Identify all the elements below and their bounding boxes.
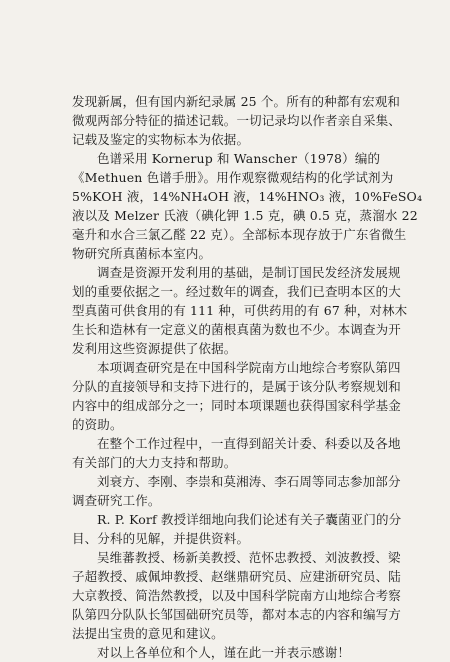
text-line: 发现新属，但有国内新纪录属 25 个。所有的种都有宏观和 <box>72 94 401 109</box>
paragraph-local-support <box>72 434 401 472</box>
text-line: 目、分科的见解，并提供资料。 <box>72 531 250 546</box>
text-line: 在整个工作过程中，一直得到韶关计委、科委以及各地 <box>97 436 401 451</box>
text-line: 吴维蕃教授、杨新美教授、范怀忠教授、刘波教授、梁 <box>97 550 401 565</box>
text-line: 毫升和水合三氯乙醛 22 克）。全部标本现存放于广东省微生 <box>72 227 407 242</box>
text-line: 分队的直接领导和支持下进行的，是属于该分队考察规划和 <box>72 379 401 394</box>
paragraph-korf <box>72 510 402 548</box>
text-line: 《Methuen 色谱手册》。用作观察微观结构的化学试剂为 <box>72 170 394 185</box>
text-line: 大京教授、简浩然教授，以及中国科学院南方山地综合考察 <box>72 588 401 603</box>
paragraph-thanks <box>72 643 384 662</box>
paragraph-project-support <box>72 358 401 434</box>
text-line: 内容中的组成部分之一；同时本项课题也获得国家科学基金 <box>72 398 401 413</box>
text-line: 对以上各单位和个人，谨在此一并表示感谢！ <box>97 645 351 660</box>
paragraph-color-reagents <box>72 149 423 263</box>
text-line: 队第四分队队长邹国础研究员等，都对本志的内容和编写方 <box>72 607 401 622</box>
text-line: 调查是资源开发利用的基础，是制订国民发经济发展规 <box>97 265 401 280</box>
text-line: 色谱采用 Kornerup 和 Wanscher（1978）编的 <box>97 151 381 166</box>
text-line: 5%KOH 液，14%NH₄OH 液，14%HNO₃ 液，10%FeSO₄ <box>72 189 423 204</box>
paragraph-professors <box>72 548 401 643</box>
text-line: 发利用这些资源提供了依据。 <box>72 341 237 356</box>
text-line: 刘衰方、李刚、李崇和莫湘涛、李石周等同志参加部分 <box>97 474 401 489</box>
text-line: 子超教授、戚佩坤教授、赵继鼎研究员、应建浙研究员、陆 <box>72 569 401 584</box>
text-line: 型真菌可供食用的有 111 种，可供药用的有 67 种，对林木 <box>72 303 408 318</box>
paragraph-survey-resources <box>72 263 408 358</box>
text-line: 液以及 Melzer 氏液（碘化钾 1.5 克，碘 0.5 克，蒸溜水 22 <box>72 208 418 223</box>
text-line: 划的重要依据之一。经过数年的调查，我们已查明本区的大 <box>72 284 401 299</box>
text-line: 生长和造林有一定意义的菌根真菌为数也不少。本调查为开 <box>72 322 401 337</box>
paragraph-participants <box>72 472 401 510</box>
text-line: 的资助。 <box>72 417 123 432</box>
text-line: R. P. Korf 教授详细地向我们论述有关子囊菌亚门的分 <box>97 512 402 527</box>
text-line: 微观两部分特征的描述记载。一切记录均以作者亲自采集、 <box>72 113 401 128</box>
text-line: 记载及鉴定的实物标本为依据。 <box>72 132 250 147</box>
text-line: 物研究所真菌标本室内。 <box>72 246 212 261</box>
text-line: 法提出宝贵的意见和建议。 <box>72 626 224 641</box>
paragraph-new-records <box>72 92 401 149</box>
text-line: 调查研究工作。 <box>72 493 161 508</box>
text-line: 本项调查研究是在中国科学院南方山地综合考察队第四 <box>97 360 401 375</box>
text-line: 有关部门的大力支持和帮助。 <box>72 455 237 470</box>
